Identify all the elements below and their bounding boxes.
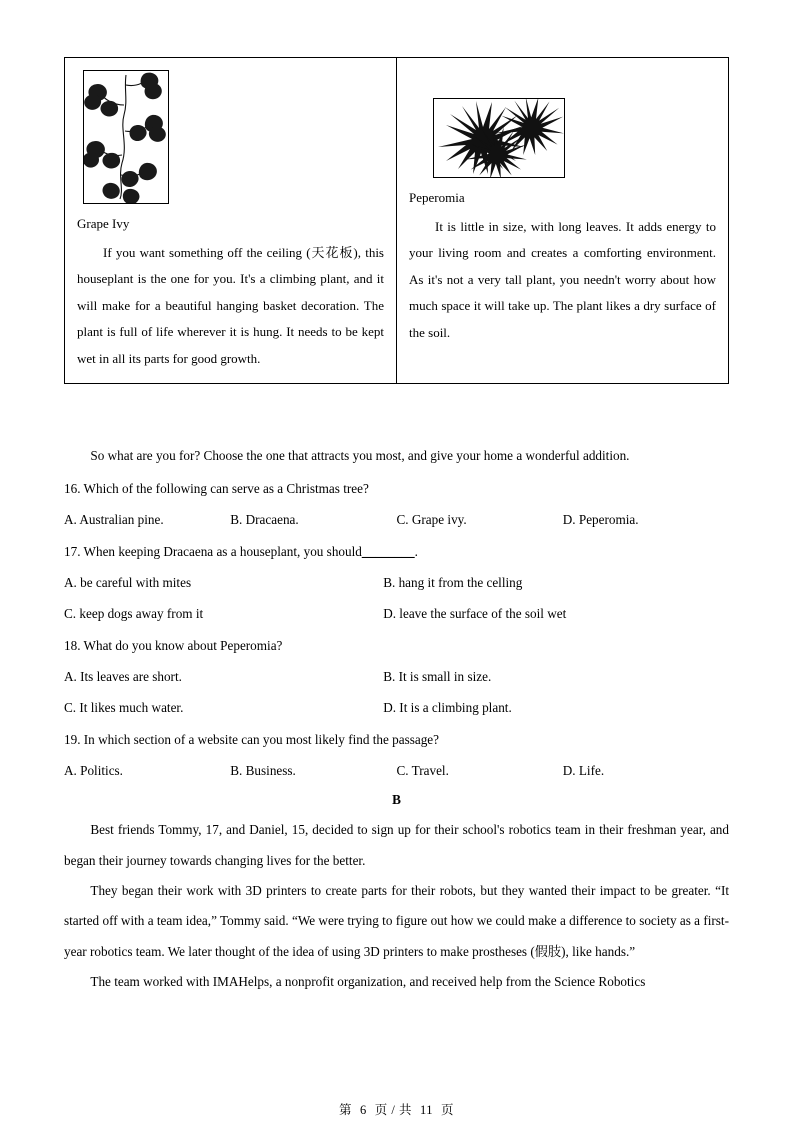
option-row [64, 598, 729, 629]
option-a[interactable]: A. Politics. [64, 763, 123, 779]
option-d[interactable]: D. Peperomia. [562, 512, 639, 528]
plants-comparison-table [64, 57, 729, 384]
footer-suffix: 页 [441, 1103, 455, 1117]
page-footer [0, 1100, 793, 1118]
section-b-paragraph-3: The team worked with IMAHelps, a nonprofit organization, and received help from the Science Robotics [90, 974, 646, 990]
question-stem [64, 536, 729, 567]
plant-name: Grape Ivy [77, 216, 130, 231]
question-18 [64, 630, 729, 723]
closing-paragraph-block [64, 441, 729, 471]
option-b[interactable]: B. Dracaena. [230, 512, 299, 528]
grape-ivy-illustration [83, 70, 169, 204]
option-d[interactable]: D. leave the surface of the soil wet [383, 606, 567, 622]
question-stem: 16. Which of the following can serve as a Christmas tree? [64, 481, 369, 496]
option-row [64, 567, 729, 598]
footer-prefix: 第 [338, 1103, 352, 1117]
footer-middle: 页 / 共 [374, 1103, 412, 1117]
plant-name: Peperomia [409, 190, 465, 205]
question-stem: 19. In which section of a website can you most likely find the passage? [64, 732, 440, 747]
grape-ivy-drawing [84, 71, 168, 203]
option-c[interactable]: C. Grape ivy. [396, 512, 467, 528]
option-b[interactable]: B. hang it from the celling [383, 575, 523, 591]
option-b[interactable]: B. Business. [230, 763, 296, 779]
option-d[interactable]: D. Life. [562, 763, 605, 779]
plant-card-grape-ivy [65, 58, 397, 384]
question-stem: 18. What do you know about Peperomia? [64, 638, 283, 653]
option-a[interactable]: A. Australian pine. [64, 512, 164, 528]
plant-card-peperomia [397, 58, 729, 384]
option-c[interactable]: C. Travel. [396, 763, 449, 779]
section-b-block [64, 785, 729, 998]
peperomia-illustration [433, 98, 565, 178]
table-row [65, 58, 729, 384]
footer-total-pages: 11 [419, 1103, 434, 1117]
question-stem-end: . [414, 544, 418, 559]
section-letter: B [392, 792, 401, 807]
option-b[interactable]: B. It is small in size. [383, 669, 492, 685]
option-a[interactable]: A. be careful with mites [64, 575, 192, 591]
plant-description: If you want something off the ceiling (天花板), this houseplant is the one for you. It's a climbing plant, and it will make for a beautiful hanging basket decoration. The plant is full of life wherever it is hung. It needs to be kept wet in all its parts for good growth. [77, 244, 384, 367]
section-b-paragraph-1: Best friends Tommy, 17, and Daniel, 15, decided to sign up for their school's robotics team in their freshman year, and began their journey towards changing lives for the better. [64, 822, 729, 868]
option-c[interactable]: C. keep dogs away from it [64, 606, 204, 622]
answer-blank: ________ [361, 544, 415, 559]
question-stem-text: 17. When keeping Dracaena as a houseplant, you should [64, 544, 362, 559]
question-16 [64, 473, 729, 535]
peperomia-drawing [434, 99, 564, 177]
option-d[interactable]: D. It is a climbing plant. [383, 700, 512, 716]
plant-description: It is little in size, with long leaves. It adds energy to your living room and creates a comforting environment. As it's not a very tall plant, you needn't worry about how much space it will take up. The plant likes a dry surface of the soil. [409, 218, 716, 341]
option-a[interactable]: A. Its leaves are short. [64, 669, 182, 685]
option-c[interactable]: C. It likes much water. [64, 700, 184, 716]
option-row [64, 661, 729, 692]
question-17 [64, 536, 729, 629]
option-row [64, 692, 729, 723]
question-19 [64, 724, 729, 786]
section-b-paragraph-2: They began their work with 3D printers to create parts for their robots, but they wanted their impact to be greater. “It started off with a team idea,” Tommy said. “We were trying to figure out how we could make a difference to society as a first-year robotics team. We later thought of the idea of using 3D printers to make prostheses (假肢), like hands.” [64, 883, 729, 959]
option-row [64, 755, 729, 786]
footer-page-number: 6 [359, 1103, 367, 1117]
closing-paragraph: So what are you for? Choose the one that attracts you most, and give your home a wonderful addition. [90, 448, 630, 463]
option-row [64, 504, 729, 535]
